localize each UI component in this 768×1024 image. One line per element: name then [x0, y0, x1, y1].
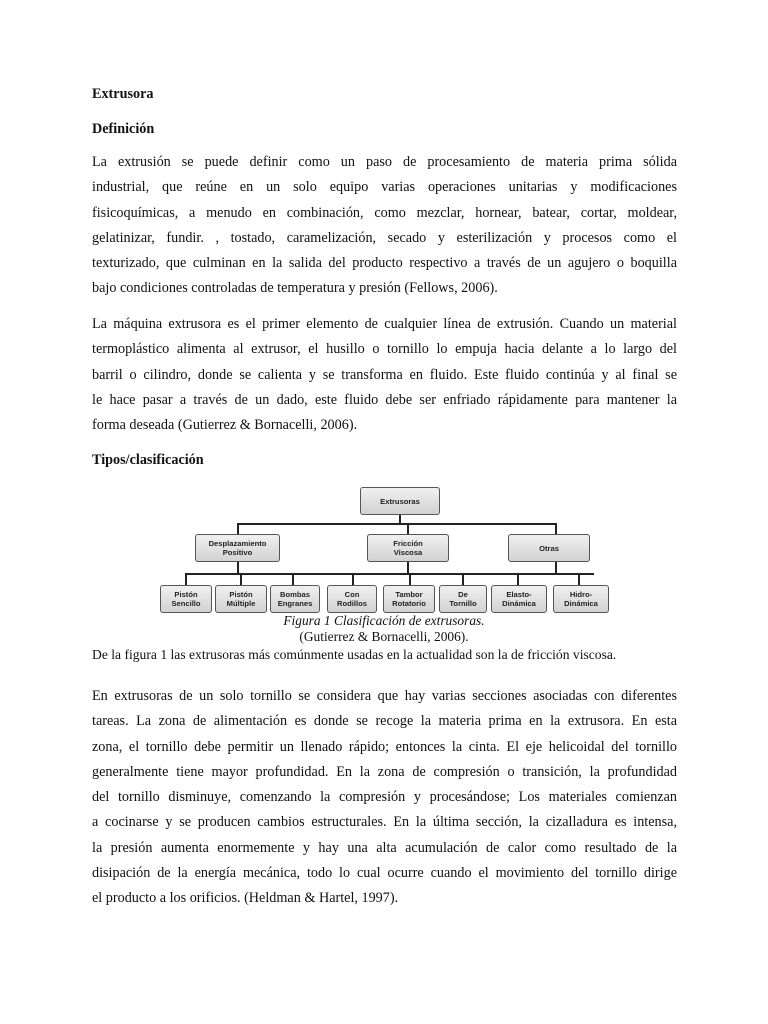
diagram-node-label: Dinámica: [564, 599, 598, 608]
connector: [352, 573, 354, 585]
connector: [555, 523, 557, 534]
connector: [555, 562, 557, 573]
diagram-node-label: Con: [344, 590, 360, 599]
diagram-node-leaf: [327, 585, 377, 613]
diagram-node-label: De: [458, 590, 468, 599]
diagram-node-label: Dinámica: [502, 599, 536, 608]
connector: [399, 515, 401, 523]
diagram-node-leaf: [491, 585, 547, 613]
connector: [409, 573, 411, 585]
paragraph-line: generalmente tiene mayor profundidad. En la zona de compresión o transición, la profundidad: [92, 763, 677, 780]
diagram-node-label: Bombas: [280, 590, 310, 599]
connector: [237, 523, 239, 534]
diagram-node-label: Engranes: [277, 599, 313, 608]
paragraph-line: zona, el tornillo debe permitir un llenado rápido; entonces la cinta. El eje helicoidal del tornillo: [92, 738, 677, 755]
diagram-node-label: Múltiple: [226, 599, 256, 608]
diagram-node-leaf: [383, 585, 435, 613]
paragraph-extruder-machine: [92, 312, 677, 438]
diagram-node-label: Hidro-: [569, 590, 593, 599]
paragraph-definition: [92, 150, 677, 302]
diagram-node-group: [508, 534, 590, 562]
diagram-node-label: Viscosa: [393, 548, 423, 557]
connector: [185, 573, 594, 575]
diagram-node-leaf: [439, 585, 487, 613]
paragraph-figure-note: De la figura 1 las extrusoras más comúnmente usadas en la actualidad son la de fricción viscosa.: [92, 647, 617, 662]
paragraph-line: del tornillo disminuye, comenzando la compresión y procesándose; Los materiales comienzan: [92, 789, 677, 806]
diagram-node-label: Elasto-: [506, 590, 532, 599]
connector: [407, 562, 409, 573]
diagram-node-group: [195, 534, 280, 562]
paragraph-line: forma deseada (Gutierrez & Bornacelli, 2006).: [92, 417, 358, 434]
diagram-node-label: Extrusoras: [380, 496, 420, 506]
figure-source: (Gutierrez & Bornacelli, 2006).: [299, 629, 469, 644]
connector: [407, 523, 409, 534]
paragraph-line: tareas. La zona de alimentación es donde se recoge la materia prima en la extrusora. En esta: [92, 713, 677, 730]
diagram-node-label: Otras: [539, 543, 559, 553]
paragraph-line: La máquina extrusora es el primer elemento de cualquier línea de extrusión. Cuando un material: [92, 316, 677, 332]
diagram-node-label: Fricción: [393, 539, 423, 548]
diagram-node-leaf: [270, 585, 320, 613]
diagram-node-leaf: [160, 585, 212, 613]
paragraph-line: termoplástico alimenta al extrusor, el husillo o tornillo lo empuja hacia delante a lo largo del: [92, 341, 677, 358]
paragraph-line: disipación de la energía mecánica, todo lo cual ocurre cuando el movimiento del tornillo dirige: [92, 865, 677, 882]
connector: [185, 573, 187, 585]
paragraph-line: la presión aumenta enormemente y hay una alta acumulación de calor como resultado de la: [92, 839, 677, 856]
classification-diagram: [155, 482, 615, 617]
diagram-node-label: Tornillo: [449, 599, 477, 608]
paragraph-line: industrial, que reúne en un solo equipo varias operaciones unitarias y modificaciones: [92, 179, 677, 196]
paragraph-line: bajo condiciones controladas de temperatura y presión (Fellows, 2006).: [92, 280, 498, 297]
paragraph-line: le hace pasar a través de un dado, este fluido debe ser enfriado rápidamente para mantener la: [92, 391, 677, 408]
diagram-node-label: Positivo: [222, 548, 253, 557]
paragraph-line: texturizado, que culminan en la salida del producto respectivo a través de un agujero o boquilla: [92, 255, 677, 272]
paragraph-screw-sections: [92, 684, 677, 912]
diagram-node-label: Pistón: [174, 590, 198, 599]
document-title: Extrusora: [92, 86, 154, 102]
connector: [237, 523, 555, 525]
paragraph-line: a cocinarse y se producen cambios estructurales. En la última sección, la cizalladura es intensa,: [92, 814, 677, 831]
diagram-node-label: Rodillos: [337, 599, 367, 608]
diagram-node-label: Sencillo: [171, 599, 201, 608]
connector: [578, 573, 580, 585]
paragraph-line: En extrusoras de un solo tornillo se considera que hay varias secciones asociadas con diferentes: [92, 688, 677, 704]
diagram-node-leaf: [215, 585, 267, 613]
diagram-node-label: Rotatorio: [392, 599, 426, 608]
connector: [237, 562, 239, 573]
diagram-node-root: [360, 487, 440, 515]
paragraph-line: el producto a los orificios. (Heldman & Hartel, 1997).: [92, 890, 399, 907]
paragraph-line: fisicoquímicas, a menudo en combinación, como mezclar, hornear, batear, cortar, moldear,: [92, 204, 677, 221]
diagram-node-label: Pistón: [229, 590, 253, 599]
figure-caption: Figura 1 Clasificación de extrusoras.: [283, 613, 485, 628]
diagram-node-group: [367, 534, 449, 562]
diagram-node-label: Desplazamiento: [208, 539, 267, 548]
connector: [462, 573, 464, 585]
section-heading-types: Tipos/clasificación: [92, 452, 204, 468]
diagram-node-leaf: [553, 585, 609, 613]
connector: [240, 573, 242, 585]
section-heading-definition: Definición: [92, 121, 155, 137]
paragraph-line: gelatinizar, fundir. , tostado, caramelización, secado y esterilización y procesos como el: [92, 229, 677, 246]
paragraph-line: La extrusión se puede definir como un paso de procesamiento de materia prima sólida: [92, 154, 677, 170]
connector: [517, 573, 519, 585]
paragraph-line: barril o cilindro, donde se calienta y se transforma en fluido. Este fluido continúa y al final se: [92, 366, 677, 383]
diagram-node-label: Tambor: [395, 590, 423, 599]
connector: [292, 573, 294, 585]
